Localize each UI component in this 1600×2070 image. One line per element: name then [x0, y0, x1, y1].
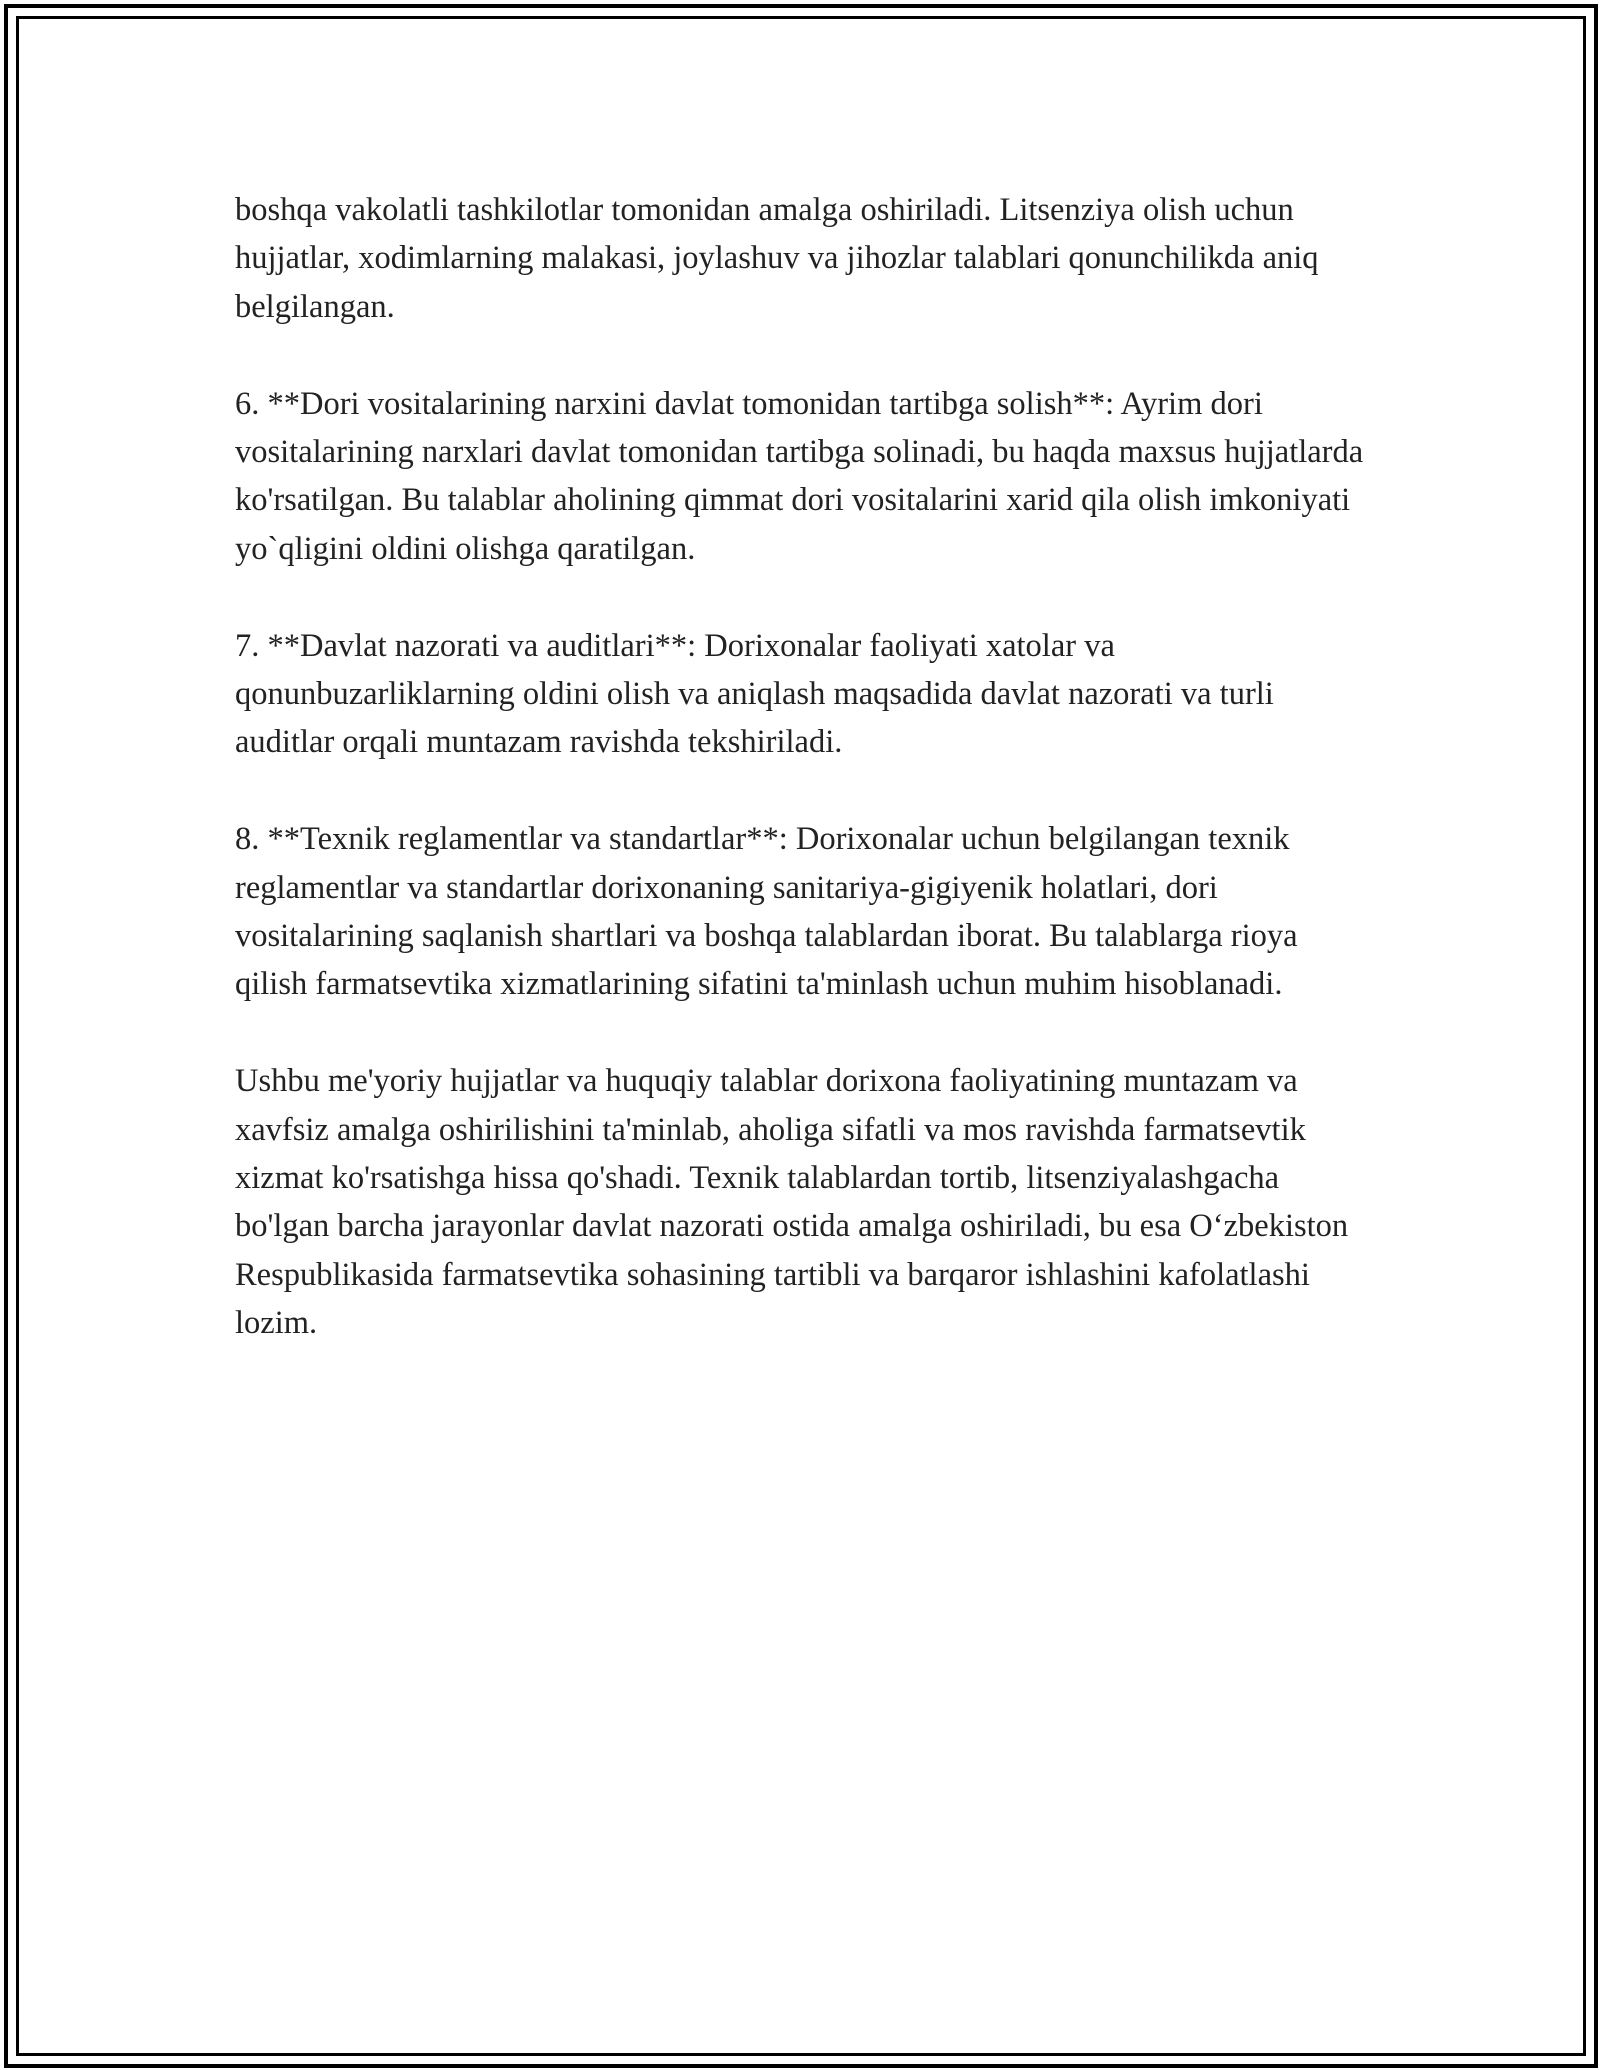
paragraph-item-7: 7. **Davlat nazorati va auditlari**: Dorixonalar faoliyati xatolar va qonunbuzarliklarning oldini olish va aniqlash maqsadida davlat nazorati va turli auditlar orqali muntazam ravishda tekshiriladi. [235, 627, 1274, 761]
paragraph-conclusion: Ushbu me'yoriy hujjatlar va huquqiy talablar dorixona faoliyatining muntazam va xavfsiz amalga oshirilishini ta'minlab, aholiga sifatli va mos ravishda farmatsevtik xizmat ko'rsatishga hissa qo'shadi. Texnik talablardan tortib, litsenziyalashgacha bo'lgan barcha jarayonlar davlat nazorati ostida amalga oshiriladi, bu esa O‘zbekiston Respublikasida farmatsevtika sohasining tartibli va barqaror ishlashini kafolatlashi lozim. [235, 1063, 1349, 1342]
paragraph-item-6: 6. **Dori vositalarining narxini davlat tomonidan tartibga solish**: Ayrim dori vositalarining narxlari davlat tomonidan tartibga solinadi, bu haqda maxsus hujjatlarda ko'rsatilgan. Bu talablar aholining qimmat dori vositalarini xarid qila olish imkoniyati yo`qligini oldini olishga qaratilgan. [235, 385, 1364, 567]
document-body [235, 186, 1365, 1348]
paragraph-item-8: 8. **Texnik reglamentlar va standartlar**: Dorixonalar uchun belgilangan texnik reglamentlar va standartlar dorixonaning sanitariya-gigiyenik holatlari, dori vositalarining saqlanish shartlari va boshqa talablardan iborat. Bu talablarga rioya qilish farmatsevtika xizmatlarining sifatini ta'minlash uchun muhim hisoblanadi. [235, 821, 1298, 1003]
paragraph-continuation: boshqa vakolatli tashkilotlar tomonidan amalga oshiriladi. Litsenziya olish uchun hujjatlar, xodimlarning malakasi, joylashuv va jihozlar talablari qonunchilikda aniq belgilangan. [235, 192, 1319, 325]
